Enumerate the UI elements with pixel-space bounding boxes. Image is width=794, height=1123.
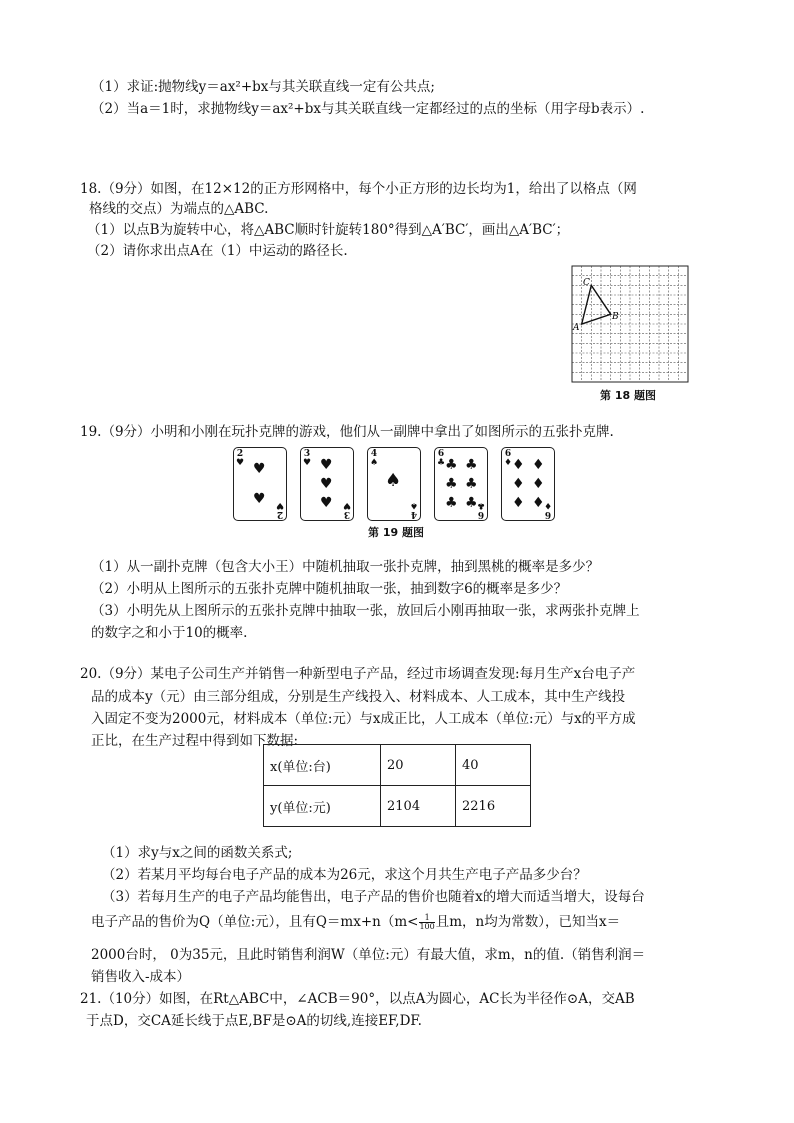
card-suit-small-icon: ♦ <box>543 500 552 510</box>
playing-card <box>233 447 287 521</box>
card-rank-corner-bottom <box>477 500 485 518</box>
card-suit-pip-icon: ♥ <box>320 476 333 492</box>
q17-part2: （2）当a＝1时，求抛物线y＝ax²+bx与其关联直线一定都经过的点的坐标（用字母b表示）. <box>91 101 645 117</box>
q20-part3-line1: （3）若每月生产的电子产品均能售出，电子产品的售价也随着x的增大而适当增大，设每台 <box>102 889 645 905</box>
table-row <box>264 786 531 827</box>
q20-part3-line3: 2000台时， 0为35元，且此时销售利润W（单位:元）有最大值，求m，n的值.（销售利润＝ <box>91 947 646 963</box>
card-rank: 6 <box>437 449 445 459</box>
label-b: B <box>612 312 619 322</box>
card-suit-pip-icon: ♣ <box>445 457 458 473</box>
card-suit-small-icon: ♠ <box>370 458 379 468</box>
card-rank-bottom: 2 <box>276 509 284 519</box>
card-rank-bottom: 4 <box>410 509 418 519</box>
card-suit-small-icon: ♦ <box>504 458 513 468</box>
card-suit-small-icon: ♥ <box>236 458 245 468</box>
q20-stem-line3: 入固定不变为2000元，材料成本（单位:元）与x成正比，人工成本（单位:元）与x的平方成 <box>91 711 636 727</box>
q19-stem: 19.（9分）小明和小刚在玩扑克牌的游戏，他们从一副牌中拿出了如图所示的五张扑克牌. <box>80 424 614 440</box>
card-suit-small-icon: ♠ <box>409 500 418 510</box>
card-suit-pip-icon: ♠ <box>385 470 402 491</box>
card-rank-bottom: 6 <box>477 509 485 519</box>
label-c: C <box>583 278 590 288</box>
card-rank-corner-bottom <box>410 500 418 518</box>
card-suit-small-icon: ♥ <box>275 500 284 510</box>
card-suit-pip-icon: ♦ <box>532 495 545 511</box>
q20-part2: （2）若某月平均每台电子产品的成本为26元，求这个月共生产电子产品多少台？ <box>102 867 587 883</box>
q20-stem-line4: 正比，在生产过程中得到如下数据: <box>91 733 299 749</box>
label-a: A <box>573 323 580 333</box>
playing-card <box>434 447 488 521</box>
card-suit-pip-icon: ♦ <box>512 476 525 492</box>
card-suit-pip-icon: ♣ <box>445 476 458 492</box>
q18-figure-caption: 第 18 题图 <box>600 389 656 402</box>
q20-part1: （1）求y与x之间的函数关系式; <box>102 845 293 861</box>
table-cell: 2216 <box>456 786 531 827</box>
card-rank-bottom: 3 <box>343 509 351 519</box>
card-suit-pip-icon: ♣ <box>465 495 478 511</box>
q20-part3-line2 <box>91 913 620 931</box>
card-rank-corner <box>504 450 512 468</box>
card-suit-pip-icon: ♣ <box>465 457 478 473</box>
q20-data-table <box>263 744 531 827</box>
table-cell: y(单位:元) <box>264 786 381 827</box>
playing-card <box>300 447 354 521</box>
playing-card <box>367 447 421 521</box>
card-rank: 3 <box>303 449 311 459</box>
q18-grid-figure <box>570 264 690 384</box>
playing-card <box>501 447 555 521</box>
q19-part3-line1: （3）小明先从上图所示的五张扑克牌中抽取一张，放回后小刚再抽取一张，求两张扑克牌上 <box>91 603 640 619</box>
q21-stem-line2: 于点D，交CA延长线于点E,BF是⊙A的切线,连接EF,DF. <box>86 1013 422 1029</box>
triangle-abc <box>582 285 611 324</box>
card-suit-pip-icon: ♥ <box>253 491 266 507</box>
card-rank: 6 <box>504 449 512 459</box>
card-rank-bottom: 6 <box>544 509 552 519</box>
q20-part3-text-after: 且m，n均为常数），已知当x＝ <box>435 914 621 930</box>
card-rank-corner <box>303 450 311 468</box>
q20-part3-text-before: 电子产品的售价为Q（单位:元），且有Q＝mx+n（m< <box>91 914 419 930</box>
table-cell: 40 <box>456 745 531 786</box>
q20-stem-line1: 20.（9分）某电子公司生产并销售一种新型电子产品，经过市场调查发现:每月生产x台电子产 <box>80 666 636 682</box>
table-cell: 2104 <box>381 786 456 827</box>
card-suit-small-icon: ♥ <box>303 458 312 468</box>
table-row <box>264 745 531 786</box>
card-suit-small-icon: ♣ <box>437 458 446 468</box>
card-rank-corner-bottom <box>544 500 552 518</box>
card-rank-corner-bottom <box>276 500 284 518</box>
card-suit-small-icon: ♣ <box>476 500 485 510</box>
q19-part2: （2）小明从上图所示的五张扑克牌中随机抽取一张，抽到数字6的概率是多少？ <box>91 581 568 597</box>
q20-stem-line2: 品的成本y（元）由三部分组成，分别是生产线投入、材料成本、人工成本，其中生产线投 <box>91 689 626 705</box>
card-suit-pip-icon: ♣ <box>445 495 458 511</box>
card-rank-corner <box>370 450 378 468</box>
q18-part1: （1）以点B为旋转中心，将△ABC顺时针旋转180°得到△A′BC′，画出△A′BC′； <box>87 222 570 238</box>
fraction-one-hundredth: $\frac{1}{100}$ <box>419 913 435 931</box>
card-suit-pip-icon: ♥ <box>320 495 333 511</box>
card-rank: 4 <box>370 449 378 459</box>
q18-stem-line2: 格线的交点）为端点的△ABC. <box>89 201 269 217</box>
q21-stem-line1: 21.（10分）如图，在Rt△ABC中，∠ACB＝90°，以点A为圆心，AC长为半径作⊙A，交AB <box>80 991 635 1007</box>
q19-part1: （1）从一副扑克牌（包含大小王）中随机抽取一张扑克牌，抽到黑桃的概率是多少？ <box>91 559 600 575</box>
card-suit-pip-icon: ♦ <box>512 495 525 511</box>
card-suit-pip-icon: ♦ <box>532 476 545 492</box>
card-suit-small-icon: ♥ <box>342 500 351 510</box>
card-suit-pip-icon: ♥ <box>320 457 333 473</box>
card-suit-pip-icon: ♣ <box>465 476 478 492</box>
q18-part2: （2）请你求出点A在（1）中运动的路径长. <box>87 243 348 259</box>
table-cell: x(单位:台) <box>264 745 381 786</box>
card-rank-corner <box>437 450 445 468</box>
q17-part1: （1）求证:抛物线y＝ax²+bx与其关联直线一定有公共点; <box>91 79 435 95</box>
q20-part3-line4: 销售收入-成本） <box>91 969 191 985</box>
table-cell: 20 <box>381 745 456 786</box>
q18-stem-line1: 18.（9分）如图，在12×12的正方形网格中，每个小正方形的边长均为1，给出了以格点（网 <box>80 181 637 197</box>
card-suit-pip-icon: ♦ <box>512 457 525 473</box>
card-suit-pip-icon: ♦ <box>532 457 545 473</box>
card-rank-corner <box>236 450 244 468</box>
card-suit-pip-icon: ♥ <box>253 461 266 477</box>
q19-part3-line2: 的数字之和小于10的概率. <box>91 625 248 641</box>
q19-figure-caption: 第 19 题图 <box>368 526 424 539</box>
card-rank: 2 <box>236 449 244 459</box>
card-rank-corner-bottom <box>343 500 351 518</box>
